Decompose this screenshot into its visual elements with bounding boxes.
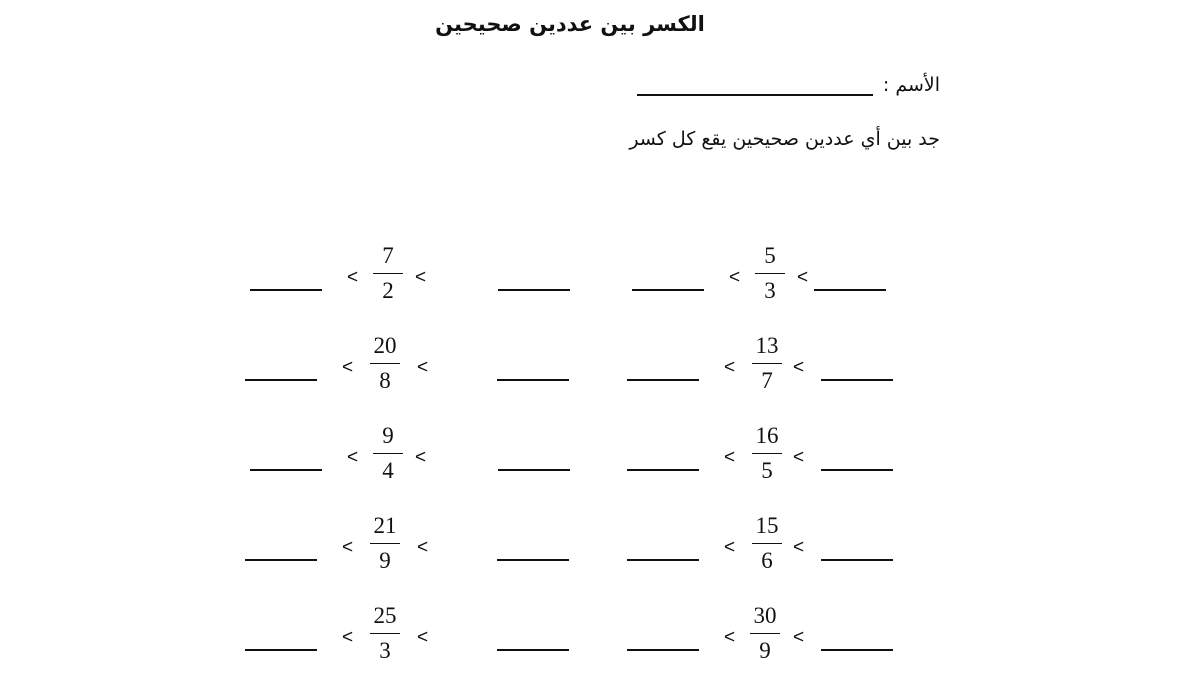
fraction-bar — [752, 453, 782, 454]
numerator: 15 — [755, 513, 779, 538]
fraction-bar — [750, 633, 780, 634]
upper-bound-blank[interactable] — [814, 289, 886, 291]
problem-right-3 — [627, 423, 947, 493]
denominator: 3 — [764, 278, 776, 303]
numerator: 16 — [755, 423, 779, 448]
fraction-bar — [373, 273, 403, 274]
denominator: 9 — [759, 638, 771, 663]
upper-bound-blank[interactable] — [497, 649, 569, 651]
denominator: 2 — [382, 278, 394, 303]
lower-bound-blank[interactable] — [627, 379, 699, 381]
fraction — [367, 603, 403, 664]
fraction — [367, 513, 403, 574]
fraction-bar — [755, 273, 785, 274]
denominator: 7 — [761, 368, 773, 393]
less-than-sign: < — [417, 537, 429, 558]
problem-left-2 — [245, 333, 565, 403]
problem-right-5 — [627, 603, 947, 673]
less-than-sign: < — [417, 627, 429, 648]
fraction — [370, 423, 406, 484]
less-than-sign: < — [342, 537, 354, 558]
denominator: 6 — [761, 548, 773, 573]
numerator: 5 — [764, 243, 776, 268]
problem-left-4 — [245, 513, 565, 583]
fraction — [749, 513, 785, 574]
fraction-bar — [370, 633, 400, 634]
problem-right-1 — [632, 243, 952, 313]
less-than-sign: < — [415, 267, 427, 288]
numerator: 20 — [373, 333, 397, 358]
problem-left-3 — [250, 423, 570, 493]
fraction — [747, 603, 783, 664]
lower-bound-blank[interactable] — [245, 559, 317, 561]
problem-left-1 — [250, 243, 570, 313]
lower-bound-blank[interactable] — [250, 469, 322, 471]
less-than-sign: < — [724, 357, 736, 378]
fraction-bar — [373, 453, 403, 454]
lower-bound-blank[interactable] — [250, 289, 322, 291]
less-than-sign: < — [342, 357, 354, 378]
less-than-sign: < — [793, 627, 805, 648]
less-than-sign: < — [793, 537, 805, 558]
numerator: 21 — [373, 513, 397, 538]
fraction — [749, 333, 785, 394]
numerator: 30 — [753, 603, 777, 628]
less-than-sign: < — [415, 447, 427, 468]
upper-bound-blank[interactable] — [821, 649, 893, 651]
numerator: 25 — [373, 603, 397, 628]
fraction-bar — [370, 363, 400, 364]
less-than-sign: < — [793, 357, 805, 378]
upper-bound-blank[interactable] — [821, 469, 893, 471]
lower-bound-blank[interactable] — [627, 559, 699, 561]
less-than-sign: < — [793, 447, 805, 468]
numerator: 9 — [382, 423, 394, 448]
lower-bound-blank[interactable] — [627, 469, 699, 471]
denominator: 4 — [382, 458, 394, 483]
less-than-sign: < — [347, 267, 359, 288]
numerator: 13 — [755, 333, 779, 358]
lower-bound-blank[interactable] — [245, 379, 317, 381]
upper-bound-blank[interactable] — [821, 379, 893, 381]
upper-bound-blank[interactable] — [498, 469, 570, 471]
fraction-bar — [752, 363, 782, 364]
less-than-sign: < — [342, 627, 354, 648]
lower-bound-blank[interactable] — [245, 649, 317, 651]
worksheet-title: الكسر بين عددين صحيحين — [435, 12, 705, 36]
fraction — [367, 333, 403, 394]
less-than-sign: < — [729, 267, 741, 288]
problem-left-5 — [245, 603, 565, 673]
less-than-sign: < — [724, 447, 736, 468]
less-than-sign: < — [797, 267, 809, 288]
problem-right-4 — [627, 513, 947, 583]
fraction-bar — [752, 543, 782, 544]
less-than-sign: < — [347, 447, 359, 468]
denominator: 8 — [379, 368, 391, 393]
fraction-bar — [370, 543, 400, 544]
denominator: 9 — [379, 548, 391, 573]
lower-bound-blank[interactable] — [627, 649, 699, 651]
less-than-sign: < — [724, 627, 736, 648]
name-row — [637, 68, 940, 96]
denominator: 5 — [761, 458, 773, 483]
fraction — [752, 243, 788, 304]
name-label: الأسم : — [882, 74, 940, 96]
upper-bound-blank[interactable] — [498, 289, 570, 291]
upper-bound-blank[interactable] — [497, 559, 569, 561]
numerator: 7 — [382, 243, 394, 268]
less-than-sign: < — [724, 537, 736, 558]
fraction — [749, 423, 785, 484]
upper-bound-blank[interactable] — [497, 379, 569, 381]
instruction-text: جد بين أي عددين صحيحين يقع كل كسر — [629, 128, 940, 150]
fraction — [370, 243, 406, 304]
name-answer-line[interactable] — [637, 68, 873, 96]
denominator: 3 — [379, 638, 391, 663]
less-than-sign: < — [417, 357, 429, 378]
lower-bound-blank[interactable] — [632, 289, 704, 291]
upper-bound-blank[interactable] — [821, 559, 893, 561]
problem-right-2 — [627, 333, 947, 403]
